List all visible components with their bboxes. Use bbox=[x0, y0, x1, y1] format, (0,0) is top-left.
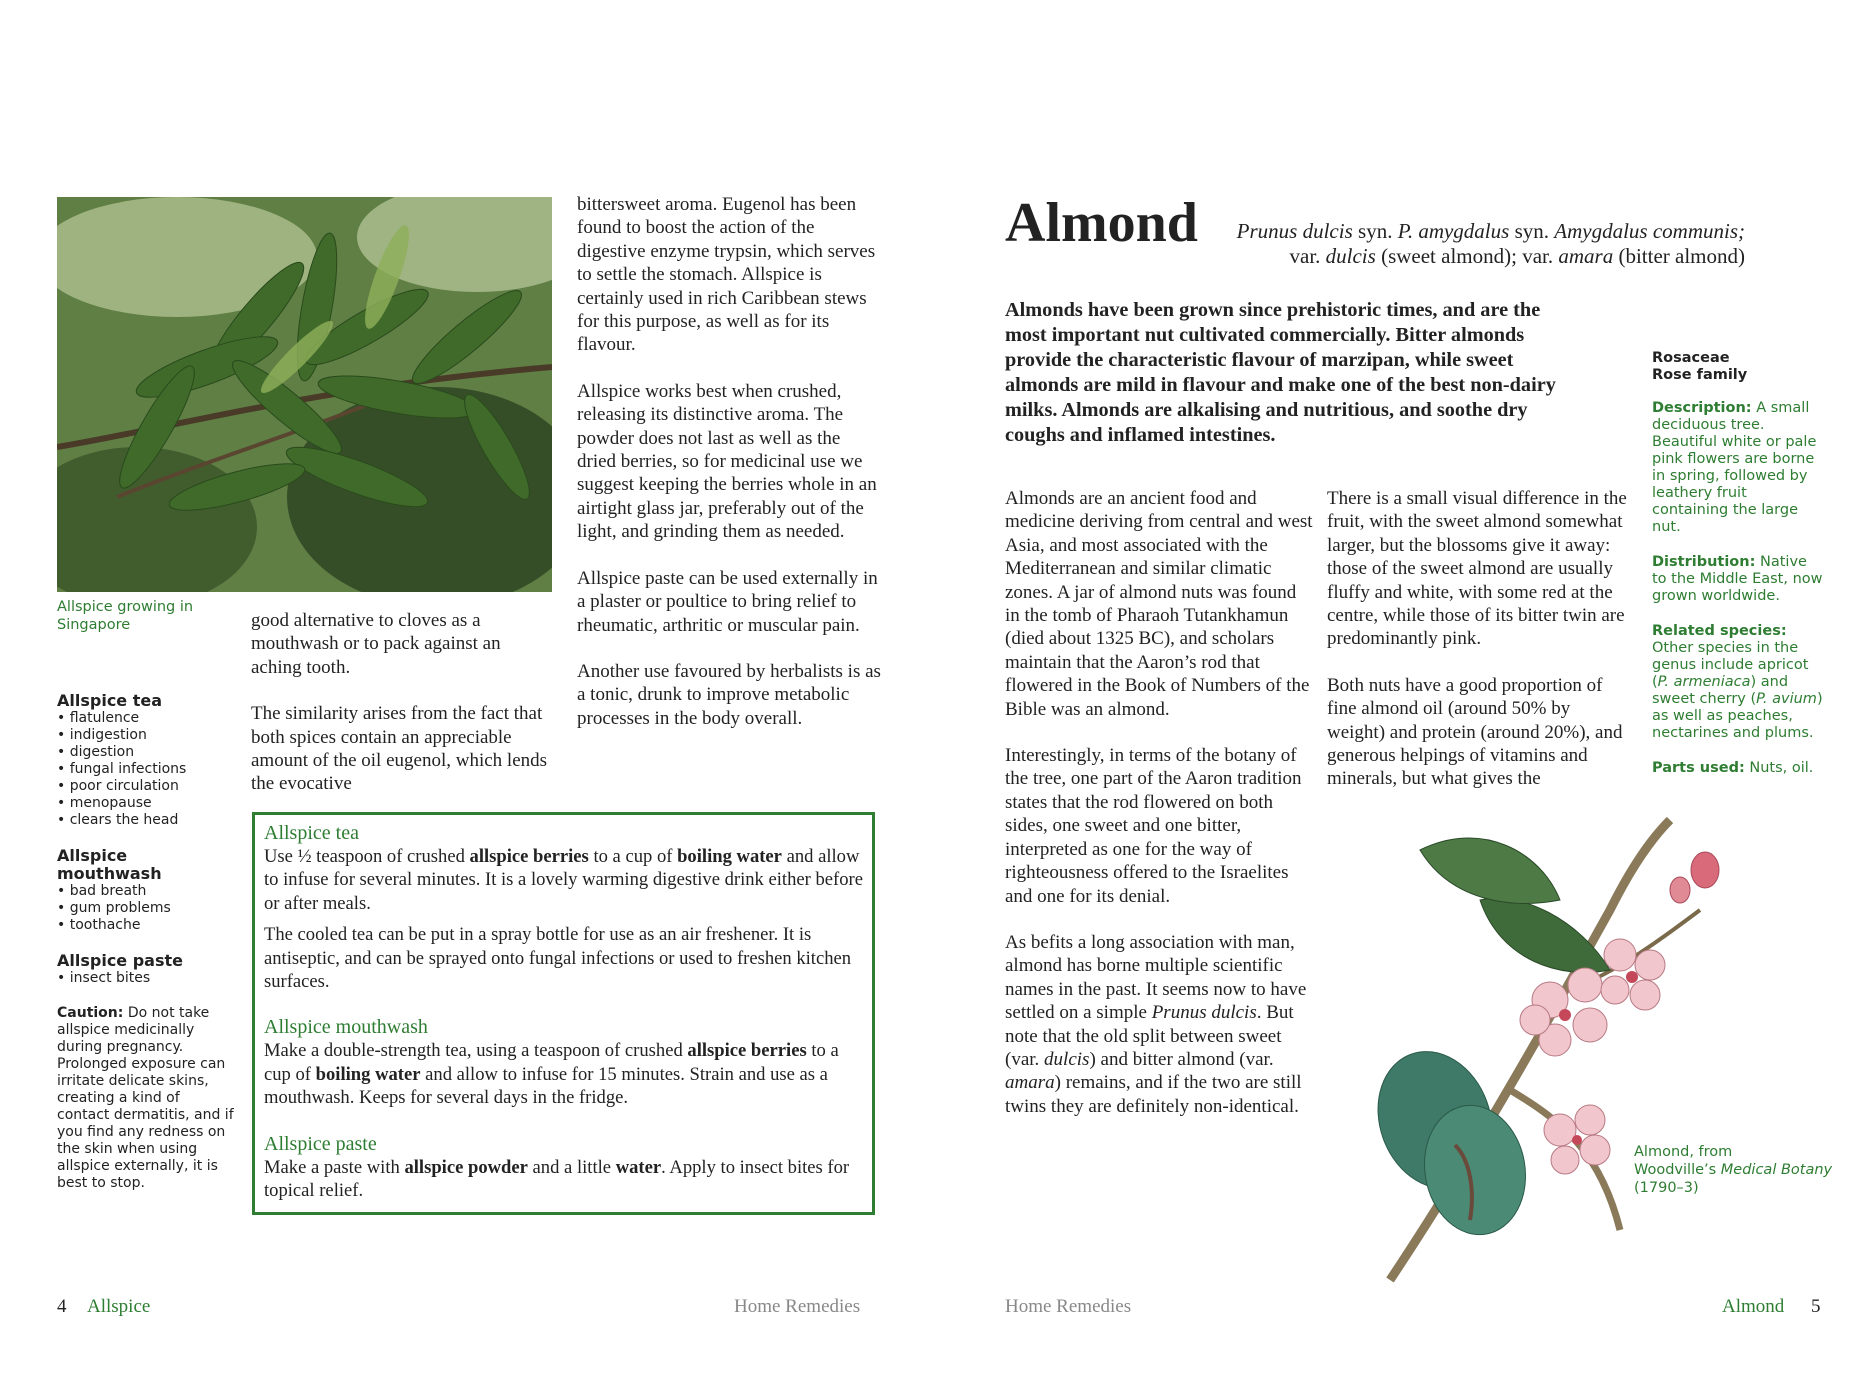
list-item: • flatulence bbox=[57, 710, 235, 727]
text-run: Make a double-strength tea, using a teaspoon of crushed bbox=[264, 1040, 688, 1062]
body-paragraph: Allspice paste can be used externally in a plaster or poultice to bring relief to rheumatic, arthritic or muscular pain. bbox=[577, 567, 878, 636]
text-run: var. bbox=[1289, 244, 1326, 268]
body-paragraph: good alternative to cloves as a mouthwash or to pack against an aching tooth. bbox=[251, 610, 501, 678]
text-run: amara bbox=[1558, 244, 1614, 268]
body-paragraph: There is a small visual difference in the fruit, with the sweet almond somewhat larger, but the blossoms give it away: those of the sweet almond are usually fluffy and white, with some red at the centre, while those of its bitter twin are predominantly pink. bbox=[1327, 488, 1627, 650]
ingredient: allspice powder bbox=[404, 1156, 528, 1178]
latin-names-line-2 bbox=[1205, 244, 1745, 269]
text-run: . But note that the old split between sweet (var. bbox=[1005, 1002, 1294, 1070]
sidebar-tea-list bbox=[57, 710, 235, 829]
almond-header bbox=[1005, 193, 1745, 283]
ingredient: allspice berries bbox=[687, 1040, 807, 1062]
text-run: (sweet almond); var. bbox=[1375, 244, 1559, 268]
list-item: • indigestion bbox=[57, 727, 235, 744]
family-common: Rose family bbox=[1652, 367, 1748, 383]
text-run: Almond, from Woodville’s bbox=[1634, 1144, 1733, 1178]
left-footer-section: Allspice bbox=[87, 1296, 151, 1317]
body-paragraph: Interestingly, in terms of the botany of the tree, one part of the Aaron tradition states that the rod flowered on both sides, one sweet and one bitter, interpreted as one for the way of righteousness offered to the Israelites and one for its denial. bbox=[1005, 745, 1302, 907]
body-paragraph: Both nuts have a good proportion of fine almond oil (around 50% by weight) and protein (around 20%), and generous helpings of vitamins and minerals, but what gives the bbox=[1327, 674, 1623, 790]
text-run: Other species in the genus include apricot ( bbox=[1652, 640, 1809, 690]
right-footer-section: Almond bbox=[1722, 1296, 1785, 1317]
left-footer-book: Home Remedies bbox=[734, 1296, 861, 1317]
allspice-leaves-illustration bbox=[57, 197, 552, 592]
ingredient: water bbox=[615, 1156, 662, 1178]
allspice-column-1 bbox=[251, 609, 551, 819]
right-footer-page-number: 5 bbox=[1811, 1296, 1821, 1317]
left-footer-page-number: 4 bbox=[57, 1296, 67, 1317]
sidebar-tea-heading: Allspice tea bbox=[57, 691, 163, 710]
almond-botanical-illustration bbox=[1360, 790, 1760, 1290]
ingredient: allspice berries bbox=[469, 846, 589, 867]
remedies-box bbox=[252, 812, 875, 1215]
text-run: (1790–3) bbox=[1634, 1180, 1699, 1196]
remedy-paste-instructions bbox=[264, 1156, 863, 1203]
sidebar-paste-heading: Allspice paste bbox=[57, 951, 183, 970]
list-item: • gum problems bbox=[57, 900, 235, 917]
body-paragraph bbox=[1005, 931, 1315, 1118]
fact-description bbox=[1652, 400, 1824, 536]
ingredient: boiling water bbox=[315, 1063, 421, 1085]
text-run: Amygdalus communis; bbox=[1554, 219, 1745, 243]
text-run: to a cup of bbox=[588, 846, 678, 867]
fact-distribution bbox=[1652, 554, 1824, 605]
text-run: syn. bbox=[1509, 219, 1555, 243]
allspice-sidebar bbox=[57, 692, 235, 1192]
text-run: . Apply to insect bites for topical relief. bbox=[264, 1156, 850, 1202]
text-run: Prunus dulcis bbox=[1151, 1002, 1257, 1024]
list-item: • fungal infections bbox=[57, 761, 235, 778]
text-run: ) as well as peaches, nectarines and plums. bbox=[1652, 691, 1823, 741]
right-footer-book: Home Remedies bbox=[1005, 1296, 1132, 1317]
list-item: • poor circulation bbox=[57, 778, 235, 795]
fact-parts-used bbox=[1652, 760, 1824, 777]
fact-label: Description: bbox=[1652, 400, 1752, 416]
plant-family bbox=[1652, 350, 1824, 384]
remedy-tea-instructions bbox=[264, 845, 863, 915]
remedy-mouthwash-title: Allspice mouthwash bbox=[264, 1016, 428, 1039]
caution-note bbox=[57, 1005, 235, 1192]
text-run: ) remains, and if the two are still twins they are definitely non-identical. bbox=[1005, 1072, 1302, 1117]
list-item: • clears the head bbox=[57, 812, 235, 829]
list-item: • digestion bbox=[57, 744, 235, 761]
text-run: to a cup of bbox=[264, 1040, 839, 1085]
fact-label: Distribution: bbox=[1652, 554, 1756, 570]
text-run: dulcis bbox=[1325, 244, 1376, 268]
text-run: Prunus dulcis bbox=[1236, 219, 1353, 243]
text-run: Make a paste with bbox=[264, 1156, 405, 1178]
fact-text: Native to the Middle East, now grown worldwide. bbox=[1652, 554, 1823, 604]
text-run: dulcis bbox=[1044, 1048, 1090, 1070]
fact-label: Parts used: bbox=[1652, 760, 1745, 776]
sidebar-mouthwash-list bbox=[57, 883, 235, 934]
remedy-tea-note: The cooled tea can be put in a spray bottle for use as an air freshener. It is antiseptic, and can be sprayed onto fungal infections or used to freshen kitchen surfaces. bbox=[264, 924, 852, 993]
fact-label: Related species: bbox=[1652, 623, 1787, 639]
caution-label: Caution: bbox=[57, 1005, 124, 1021]
fact-related-species bbox=[1652, 623, 1824, 742]
sidebar-mouthwash-heading: Allspice mouthwash bbox=[57, 846, 162, 883]
list-item: • insect bites bbox=[57, 970, 235, 987]
body-paragraph: Another use favoured by herbalists is as a tonic, drunk to improve metabolic processes in the body overall. bbox=[577, 660, 881, 729]
text-run: ) and sweet cherry ( bbox=[1652, 674, 1789, 707]
text-run: and allow to infuse for 15 minutes. Strain and use as a mouthwash. Keeps for several days in the fridge. bbox=[264, 1063, 828, 1109]
caution-text: Do not take allspice medicinally during pregnancy. Prolonged exposure can irritate delicate skins, creating a kind of contact dermatitis, and if you find any redness on the skin when using allspice externally, it is best to stop. bbox=[57, 1005, 234, 1191]
lead-paragraph: Almonds have been grown since prehistoric times, and are the most important nut cultivated commercially. Bitter almonds provide the characteristic flavour of marzipan, while sweet almonds are mild in flavour and make one of the best non-dairy milks. Almonds are alkalising and nutritious, and soothe dry coughs and inflamed intestines. bbox=[1005, 299, 1556, 446]
remedy-mouthwash-instructions bbox=[264, 1039, 863, 1109]
body-paragraph: Almonds are an ancient food and medicine deriving from central and west Asia, and most associated with the Mediterranean and similar climatic zones. A jar of almond nuts was found in the tomb of Pharaoh Tutankhamun (died about 1325 BC), and scholars maintain that the Aaron’s rod that flowered in the Book of Numbers of the Bible was an almond. bbox=[1005, 488, 1313, 720]
text-run: Use ½ teaspoon of crushed bbox=[264, 846, 470, 867]
text-run: and a little bbox=[527, 1156, 616, 1178]
illustration-caption bbox=[1634, 1143, 1834, 1197]
plant-facts-sidebar bbox=[1652, 350, 1824, 795]
almond-branch-illustration bbox=[1360, 790, 1760, 1290]
sidebar-paste-list bbox=[57, 970, 235, 987]
almond-column-1 bbox=[1005, 487, 1315, 1141]
text-run: amara bbox=[1005, 1072, 1055, 1094]
remedy-tea-title: Allspice tea bbox=[264, 822, 359, 844]
latin-names-line-1 bbox=[1205, 219, 1745, 244]
photo-caption: Allspice growing in Singapore bbox=[57, 599, 194, 633]
almond-column-2 bbox=[1327, 487, 1632, 814]
allspice-photo bbox=[57, 197, 552, 592]
text-run: and allow to infuse for several minutes. It is a lovely warming digestive drink either before or after meals. bbox=[264, 846, 863, 914]
fact-text: A small deciduous tree. Beautiful white or pale pink flowers are borne in spring, followed by leathery fruit containing the large nut. bbox=[1652, 400, 1817, 535]
family-latin: Rosaceae bbox=[1652, 350, 1730, 366]
text-run: Medical Botany bbox=[1720, 1162, 1833, 1178]
body-paragraph: Allspice works best when crushed, releasing its distinctive aroma. The powder does not last as well as the dried berries, so for medicinal use we suggest keeping the berries whole in an airtight glass jar, preferably out of the light, and grinding them as needed. bbox=[577, 380, 877, 543]
text-run: syn. bbox=[1352, 219, 1398, 243]
fact-text: Nuts, oil. bbox=[1749, 760, 1814, 776]
text-run: P. armeniaca bbox=[1657, 674, 1751, 690]
remedy-paste-title: Allspice paste bbox=[264, 1132, 377, 1155]
text-run: (bitter almond) bbox=[1613, 244, 1745, 268]
body-paragraph: bittersweet aroma. Eugenol has been found to boost the action of the digestive enzyme trypsin, which serves to settle the stomach. Allspice is certainly used in rich Caribbean stews for this purpose, as well as for its flavour. bbox=[577, 194, 876, 356]
list-item: • bad breath bbox=[57, 883, 235, 900]
text-run: P. amygdalus bbox=[1397, 219, 1510, 243]
text-run: ) and bitter almond (var. bbox=[1089, 1048, 1274, 1070]
ingredient: boiling water bbox=[677, 846, 782, 867]
list-item: • toothache bbox=[57, 917, 235, 934]
text-run: P. avium bbox=[1756, 691, 1817, 707]
allspice-column-2 bbox=[577, 193, 882, 753]
page-title: Almond bbox=[1005, 192, 1198, 254]
list-item: • menopause bbox=[57, 795, 235, 812]
text-run: As befits a long association with man, almond has borne multiple scientific names in the past. It seems now to have settled on a simple bbox=[1005, 931, 1307, 1024]
body-paragraph: The similarity arises from the fact that both spices contain an appreciable amount of the oil eugenol, which lends the evocative bbox=[251, 703, 548, 795]
